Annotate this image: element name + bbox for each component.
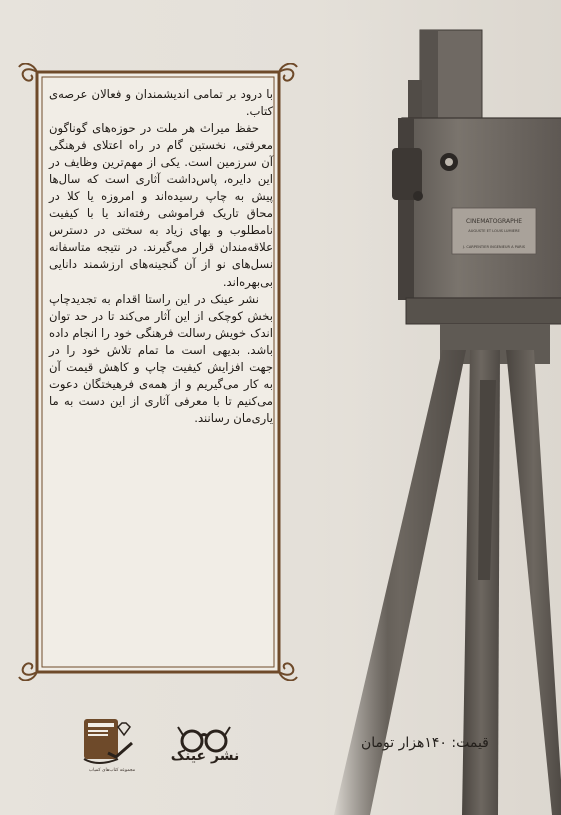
text-panel bbox=[17, 63, 299, 681]
greeting-paragraph: با درود بر تمامی اندیشمندان و فعالان عرصه‌ی کتاب. bbox=[49, 87, 273, 119]
publisher-mission-paragraph: نشر عینک در این راستا اقدام به تجدیدچاپ بخش کوچکی از این آثار می‌کند تا در حد توان اندک خویش رسالت فرهنگی خود را انجام داده باشد. بدیهی است ما تمام تلاش خود را در جهت افزایش کیفیت چاپ و کاهش قیمت آن به کار می‌گیریم و از همه‌ی فرهیختگان دعوت می‌کنیم تا با معرفی آثاری از این دست به ما یاری‌مان رسانند. bbox=[49, 291, 273, 425]
series-caption: مجموعه کتاب‌های کمیاب bbox=[88, 768, 136, 773]
price-label: قیمت: ۱۴۰هزار تومان bbox=[361, 735, 489, 751]
eyeglasses-icon bbox=[170, 717, 242, 773]
lumiere-cinematographe-camera-image bbox=[330, 20, 561, 815]
publisher-name: نشر عینک bbox=[170, 748, 240, 764]
body-text bbox=[49, 86, 273, 671]
heritage-paragraph: حفظ میراث هر ملت در حوزه‌های گوناگون معرفتی، نخستین گام در راه اعتلای فرهنگی آن سرزمین است. یکی از مهم‌ترین وظایف در این دایره، پاس‌داشت آثاری است که سال‌ها پیش به چاپ رسیده‌اند و امروزه یا کلا در محاق تاریک فراموشی رفته‌اند یا با کیفیت نامطلوب و بهای زیاد به سختی در دسترس علاقه‌مندان قرار می‌گیرند. در نتیجه متاسفانه نسل‌های نو از آن گنجینه‌های ارزشمند دانایی بی‌بهره‌اند. bbox=[49, 121, 273, 289]
